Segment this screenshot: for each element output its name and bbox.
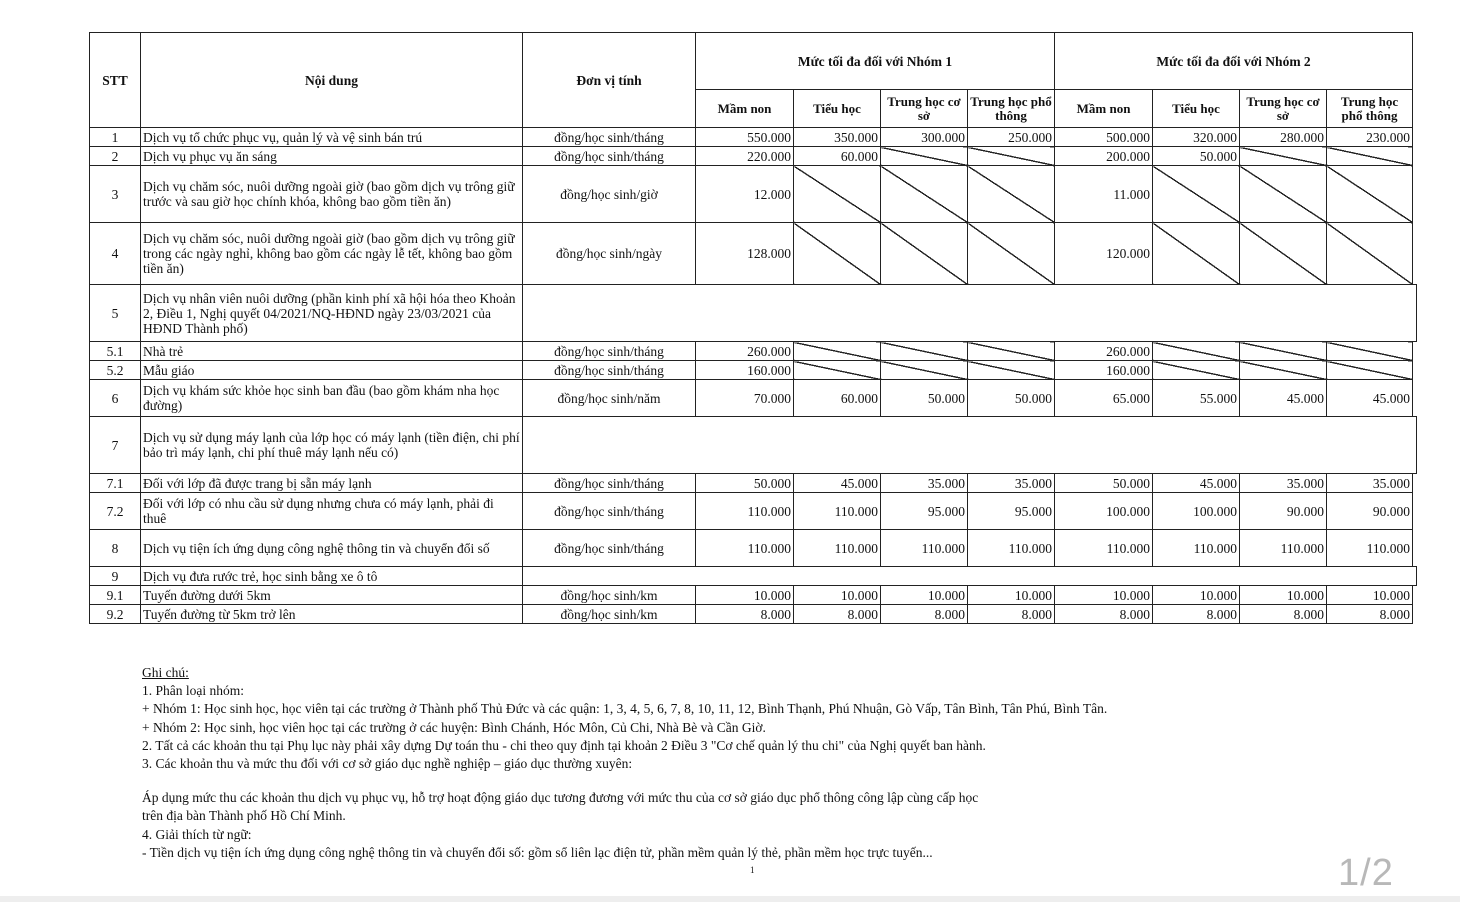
not-applicable-cell <box>881 361 968 380</box>
fee-table <box>89 32 1417 624</box>
row-stt: 7.1 <box>90 474 141 493</box>
not-applicable-cell <box>1153 342 1240 361</box>
note-line: Áp dụng mức thu các khoản thu dịch vụ phục vụ, hỗ trợ hoạt động giáo dục tương đương với mức thu của cơ sở giáo dục phổ thông công lập cùng cấp học <box>142 790 979 806</box>
not-applicable-cell <box>794 166 881 223</box>
row-value-g2: 55.000 <box>1153 380 1240 417</box>
row-value-g2: 35.000 <box>1327 474 1413 493</box>
not-applicable-cell <box>968 361 1055 380</box>
row-content: Dịch vụ chăm sóc, nuôi dưỡng ngoài giờ (bao gồm dịch vụ trông giữ trong các ngày nghỉ, không bao gồm các ngày lễ tết, không bao gồm tiền ăn) <box>141 223 523 285</box>
row-value-g1: 110.000 <box>696 493 794 530</box>
row-content: Dịch vụ nhân viên nuôi dưỡng (phần kinh phí xã hội hóa theo Khoản 2, Điều 1, Nghị quyết 04/2021/NQ-HĐND ngày 23/03/2021 của HĐND Thành phố) <box>141 285 523 342</box>
row-value-g2: 110.000 <box>1153 530 1240 567</box>
row-content: Dịch vụ tiện ích ứng dụng công nghệ thông tin và chuyển đổi số <box>141 530 523 567</box>
row-value-g1: 95.000 <box>881 493 968 530</box>
row-value-g2: 110.000 <box>1327 530 1413 567</box>
note-line: 2. Tất cả các khoản thu tại Phụ lục này phải xây dựng Dự toán thu - chi theo quy định tại khoản 2 Điều 3 "Cơ chế quản lý thu chi" của Nghị quyết ban hành. <box>142 737 986 753</box>
row-stt: 9.1 <box>90 586 141 605</box>
not-applicable-cell <box>881 342 968 361</box>
row-unit: đồng/học sinh/ngày <box>523 223 696 285</box>
note-line: - Tiền dịch vụ tiện ích ứng dụng công nghệ thông tin và chuyển đổi số: gồm sổ liên lạc điện tử, phần mềm quản lý thẻ, phần mềm học trực tuyến... <box>142 844 933 860</box>
not-applicable-cell <box>1327 223 1413 285</box>
notes-title: Ghi chú: <box>142 665 189 680</box>
row-value-g1: 260.000 <box>696 342 794 361</box>
row-stt: 9 <box>90 567 141 586</box>
row-value-g2: 10.000 <box>1327 586 1413 605</box>
not-applicable-cell <box>881 223 968 285</box>
row-stt: 9.2 <box>90 605 141 624</box>
row-content: Dịch vụ chăm sóc, nuôi dưỡng ngoài giờ (bao gồm dịch vụ trông giữ trước và sau giờ học chính khóa, không bao gồm tiền ăn) <box>141 166 523 223</box>
note-line: 3. Các khoản thu và mức thu đối với cơ sở giáo dục nghề nghiệp – giáo dục thường xuyên: <box>142 756 633 772</box>
row-content: Dịch vụ đưa rước trẻ, học sinh bằng xe ô tô <box>141 567 523 586</box>
row-value-g2: 11.000 <box>1055 166 1153 223</box>
row-value-g1: 10.000 <box>968 586 1055 605</box>
not-applicable-cell <box>1240 361 1327 380</box>
row-value-g2: 120.000 <box>1055 223 1153 285</box>
row-value-g1: 8.000 <box>881 605 968 624</box>
note-line: + Nhóm 1: Học sinh học, học viên tại các trường ở Thành phố Thủ Đức và các quận: 1, 3, 4, 5, 6, 7, 8, 10, 11, 12, Bình Thạnh, Phú Nhuận, Gò Vấp, Tân Bình, Tân Phú, Bình Tân. <box>142 701 1108 717</box>
row-merged-blank <box>523 417 1417 474</box>
row-value-g1: 50.000 <box>696 474 794 493</box>
row-value-g1: 10.000 <box>881 586 968 605</box>
row-stt: 4 <box>90 223 141 285</box>
row-value-g1: 250.000 <box>968 128 1055 147</box>
row-unit: đồng/học sinh/tháng <box>523 342 696 361</box>
not-applicable-cell <box>1327 361 1413 380</box>
row-value-g1: 110.000 <box>794 530 881 567</box>
not-applicable-cell <box>1240 147 1327 166</box>
row-content: Đối với lớp có nhu cầu sử dụng nhưng chưa có máy lạnh, phải đi thuê <box>141 493 523 530</box>
row-stt: 5.2 <box>90 361 141 380</box>
not-applicable-cell <box>1327 166 1413 223</box>
row-value-g1: 95.000 <box>968 493 1055 530</box>
row-value-g2: 45.000 <box>1327 380 1413 417</box>
not-applicable-cell <box>794 223 881 285</box>
not-applicable-cell <box>1153 361 1240 380</box>
row-stt: 7.2 <box>90 493 141 530</box>
row-value-g2: 320.000 <box>1153 128 1240 147</box>
header-content: Nội dung <box>141 33 523 128</box>
row-unit: đồng/học sinh/tháng <box>523 493 696 530</box>
row-stt: 5.1 <box>90 342 141 361</box>
row-value-g1: 110.000 <box>968 530 1055 567</box>
not-applicable-cell <box>1153 223 1240 285</box>
not-applicable-cell <box>794 342 881 361</box>
row-unit: đồng/học sinh/tháng <box>523 128 696 147</box>
notes-section <box>142 664 1302 862</box>
row-stt: 6 <box>90 380 141 417</box>
row-value-g1: 220.000 <box>696 147 794 166</box>
row-value-g2: 50.000 <box>1153 147 1240 166</box>
row-unit: đồng/học sinh/tháng <box>523 147 696 166</box>
row-unit: đồng/học sinh/tháng <box>523 474 696 493</box>
not-applicable-cell <box>968 147 1055 166</box>
row-unit: đồng/học sinh/tháng <box>523 530 696 567</box>
row-stt: 3 <box>90 166 141 223</box>
row-value-g2: 10.000 <box>1153 586 1240 605</box>
row-value-g1: 10.000 <box>794 586 881 605</box>
table-row <box>90 586 1417 605</box>
header-g2-level: Trung học phổ thông <box>1327 90 1413 128</box>
row-value-g1: 70.000 <box>696 380 794 417</box>
table-row <box>90 605 1417 624</box>
row-value-g1: 8.000 <box>794 605 881 624</box>
row-stt: 1 <box>90 128 141 147</box>
not-applicable-cell <box>968 166 1055 223</box>
viewer-bottom-bar <box>0 896 1460 902</box>
header-g1-level: Mầm non <box>696 90 794 128</box>
note-line: 1. Phân loại nhóm: <box>142 683 244 699</box>
table-row <box>90 285 1417 342</box>
row-value-g2: 110.000 <box>1055 530 1153 567</box>
row-content: Đối với lớp đã được trang bị sẵn máy lạnh <box>141 474 523 493</box>
row-value-g2: 8.000 <box>1327 605 1413 624</box>
row-value-g1: 60.000 <box>794 147 881 166</box>
row-value-g2: 8.000 <box>1240 605 1327 624</box>
table-row <box>90 493 1417 530</box>
row-value-g2: 200.000 <box>1055 147 1153 166</box>
row-stt: 7 <box>90 417 141 474</box>
row-value-g1: 12.000 <box>696 166 794 223</box>
header-g2-level: Trung học cơ sở <box>1240 90 1327 128</box>
not-applicable-cell <box>1153 166 1240 223</box>
row-value-g2: 35.000 <box>1240 474 1327 493</box>
row-value-g2: 160.000 <box>1055 361 1153 380</box>
row-value-g1: 110.000 <box>794 493 881 530</box>
row-unit: đồng/học sinh/năm <box>523 380 696 417</box>
row-content: Dịch vụ sử dụng máy lạnh của lớp học có máy lạnh (tiền điện, chi phí bảo trì máy lạnh, chi phí thuê máy lạnh nếu có) <box>141 417 523 474</box>
row-value-g1: 350.000 <box>794 128 881 147</box>
row-content: Dịch vụ khám sức khỏe học sinh ban đầu (bao gồm khám nha học đường) <box>141 380 523 417</box>
header-unit: Đơn vị tính <box>523 33 696 128</box>
row-value-g1: 35.000 <box>968 474 1055 493</box>
note-line: trên địa bàn Thành phố Hồ Chí Minh. <box>142 808 346 824</box>
page-counter: 1/2 <box>1338 852 1394 894</box>
header-g2-level: Tiểu học <box>1153 90 1240 128</box>
row-value-g2: 280.000 <box>1240 128 1327 147</box>
row-value-g1: 550.000 <box>696 128 794 147</box>
table-row <box>90 530 1417 567</box>
note-line: + Nhóm 2: Học sinh, học viên học tại các trường ở các huyện: Bình Chánh, Hóc Môn, Củ Chi, Nhà Bè và Cần Giờ. <box>142 719 766 735</box>
row-unit: đồng/học sinh/km <box>523 586 696 605</box>
row-value-g1: 110.000 <box>696 530 794 567</box>
row-merged-blank <box>523 567 1417 586</box>
table-row <box>90 223 1417 285</box>
row-content: Nhà trẻ <box>141 342 523 361</box>
row-value-g2: 10.000 <box>1240 586 1327 605</box>
row-unit: đồng/học sinh/tháng <box>523 361 696 380</box>
row-unit: đồng/học sinh/giờ <box>523 166 696 223</box>
page-number: 1 <box>750 865 755 875</box>
header-g2-level: Mầm non <box>1055 90 1153 128</box>
row-value-g2: 90.000 <box>1327 493 1413 530</box>
row-value-g1: 10.000 <box>696 586 794 605</box>
notes-lines <box>142 682 1302 862</box>
row-stt: 2 <box>90 147 141 166</box>
row-value-g1: 300.000 <box>881 128 968 147</box>
not-applicable-cell <box>1240 342 1327 361</box>
row-value-g1: 60.000 <box>794 380 881 417</box>
row-value-g2: 50.000 <box>1055 474 1153 493</box>
not-applicable-cell <box>1327 342 1413 361</box>
row-content: Dịch vụ phục vụ ăn sáng <box>141 147 523 166</box>
table-row <box>90 474 1417 493</box>
not-applicable-cell <box>968 223 1055 285</box>
header-g1-level: Tiểu học <box>794 90 881 128</box>
row-value-g1: 50.000 <box>968 380 1055 417</box>
header-g1-level: Trung học phổ thông <box>968 90 1055 128</box>
row-value-g2: 8.000 <box>1153 605 1240 624</box>
row-value-g2: 110.000 <box>1240 530 1327 567</box>
row-value-g1: 50.000 <box>881 380 968 417</box>
not-applicable-cell <box>794 361 881 380</box>
not-applicable-cell <box>1327 147 1413 166</box>
row-merged-blank <box>523 285 1417 342</box>
row-value-g2: 230.000 <box>1327 128 1413 147</box>
row-value-g2: 65.000 <box>1055 380 1153 417</box>
table-row <box>90 361 1417 380</box>
table-body <box>90 128 1417 624</box>
row-value-g1: 8.000 <box>696 605 794 624</box>
table-row <box>90 380 1417 417</box>
not-applicable-cell <box>968 342 1055 361</box>
row-value-g1: 128.000 <box>696 223 794 285</box>
row-value-g2: 45.000 <box>1240 380 1327 417</box>
table-row <box>90 166 1417 223</box>
not-applicable-cell <box>1240 166 1327 223</box>
table-row <box>90 342 1417 361</box>
table-row <box>90 128 1417 147</box>
row-value-g2: 500.000 <box>1055 128 1153 147</box>
note-line <box>142 773 1302 789</box>
not-applicable-cell <box>881 147 968 166</box>
row-value-g2: 10.000 <box>1055 586 1153 605</box>
row-value-g2: 8.000 <box>1055 605 1153 624</box>
row-content: Tuyến đường dưới 5km <box>141 586 523 605</box>
table-row <box>90 147 1417 166</box>
header-g1-level: Trung học cơ sở <box>881 90 968 128</box>
table-row <box>90 417 1417 474</box>
row-content: Tuyến đường từ 5km trở lên <box>141 605 523 624</box>
row-value-g2: 260.000 <box>1055 342 1153 361</box>
not-applicable-cell <box>1240 223 1327 285</box>
row-stt: 5 <box>90 285 141 342</box>
row-content: Dịch vụ tổ chức phục vụ, quản lý và vệ sinh bán trú <box>141 128 523 147</box>
row-content: Mẫu giáo <box>141 361 523 380</box>
row-value-g2: 100.000 <box>1055 493 1153 530</box>
header-group1: Mức tối đa đối với Nhóm 1 <box>696 33 1055 90</box>
row-value-g2: 90.000 <box>1240 493 1327 530</box>
row-unit: đồng/học sinh/km <box>523 605 696 624</box>
row-value-g1: 45.000 <box>794 474 881 493</box>
row-value-g1: 110.000 <box>881 530 968 567</box>
row-value-g1: 8.000 <box>968 605 1055 624</box>
note-line: 4. Giải thích từ ngữ: <box>142 826 252 842</box>
row-value-g1: 35.000 <box>881 474 968 493</box>
row-value-g2: 45.000 <box>1153 474 1240 493</box>
header-stt: STT <box>90 33 141 128</box>
table-row <box>90 567 1417 586</box>
row-value-g1: 160.000 <box>696 361 794 380</box>
row-value-g2: 100.000 <box>1153 493 1240 530</box>
header-group2: Mức tối đa đối với Nhóm 2 <box>1055 33 1413 90</box>
row-stt: 8 <box>90 530 141 567</box>
not-applicable-cell <box>881 166 968 223</box>
